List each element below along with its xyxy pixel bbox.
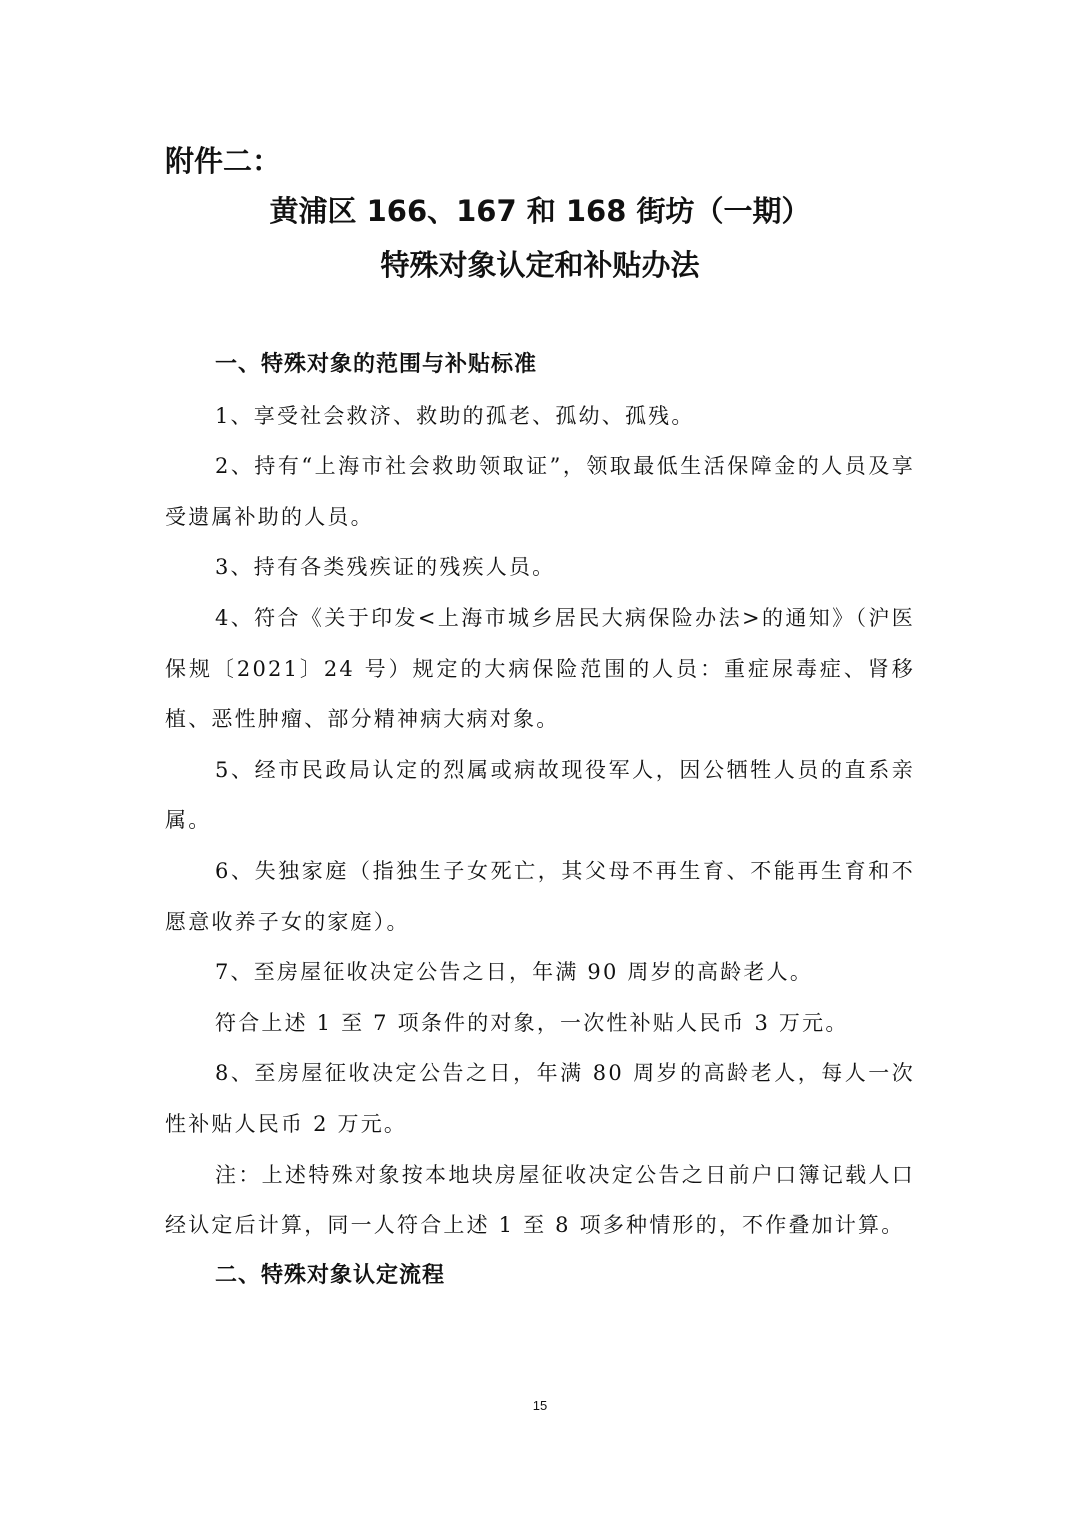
document-title-line-2: 特殊对象认定和补贴办法 <box>380 248 700 282</box>
list-item-8: 8、至房屋征收决定公告之日，年满 80 周岁的高龄老人，每人一次性补贴人民币 2 万元。 <box>165 1061 915 1136</box>
section-heading-scope: 一、特殊对象的范围与补贴标准 <box>215 352 538 377</box>
list-item-3: 3、持有各类残疾证的残疾人员。 <box>215 555 556 580</box>
page-number: 15 <box>532 1398 548 1413</box>
list-item-7: 7、至房屋征收决定公告之日，年满 90 周岁的高龄老人。 <box>215 960 814 985</box>
subsidy-note: 符合上述 1 至 7 项条件的对象，一次性补贴人民币 3 万元。 <box>215 1010 849 1035</box>
list-item-2: 2、持有“上海市社会救助领取证”，领取最低生活保障金的人员及享受遗属补助的人员。 <box>165 454 915 529</box>
section-heading-procedure: 二、特殊对象认定流程 <box>215 1262 446 1288</box>
list-item-1: 1、享受社会救济、救助的孤老、孤幼、孤残。 <box>215 403 695 428</box>
footnote: 注：上述特殊对象按本地块房屋征收决定公告之日前户口簿记载人口经认定后计算，同一人符合上述 1 至 8 项多种情形的，不作叠加计算。 <box>165 1162 915 1238</box>
list-item-5: 5、经市民政局认定的烈属或病故现役军人，因公牺牲人员的直系亲属。 <box>165 757 915 833</box>
list-item-6: 6、失独家庭（指独生子女死亡，其父母不再生育、不能再生育和不愿意收养子女的家庭）。 <box>165 858 915 934</box>
attachment-label: 附件二： <box>165 144 282 178</box>
list-item-4: 4、符合《关于印发<上海市城乡居民大病保险办法>的通知》（沪医保规〔2021〕24 号）规定的大病保险范围的人员：重症尿毒症、肾移植、恶性肿瘤、部分精神病大病对象。 <box>165 605 915 732</box>
document-title-line-1: 黄浦区 166、167 和 168 街坊（一期） <box>269 194 811 228</box>
document-body <box>165 340 915 1301</box>
